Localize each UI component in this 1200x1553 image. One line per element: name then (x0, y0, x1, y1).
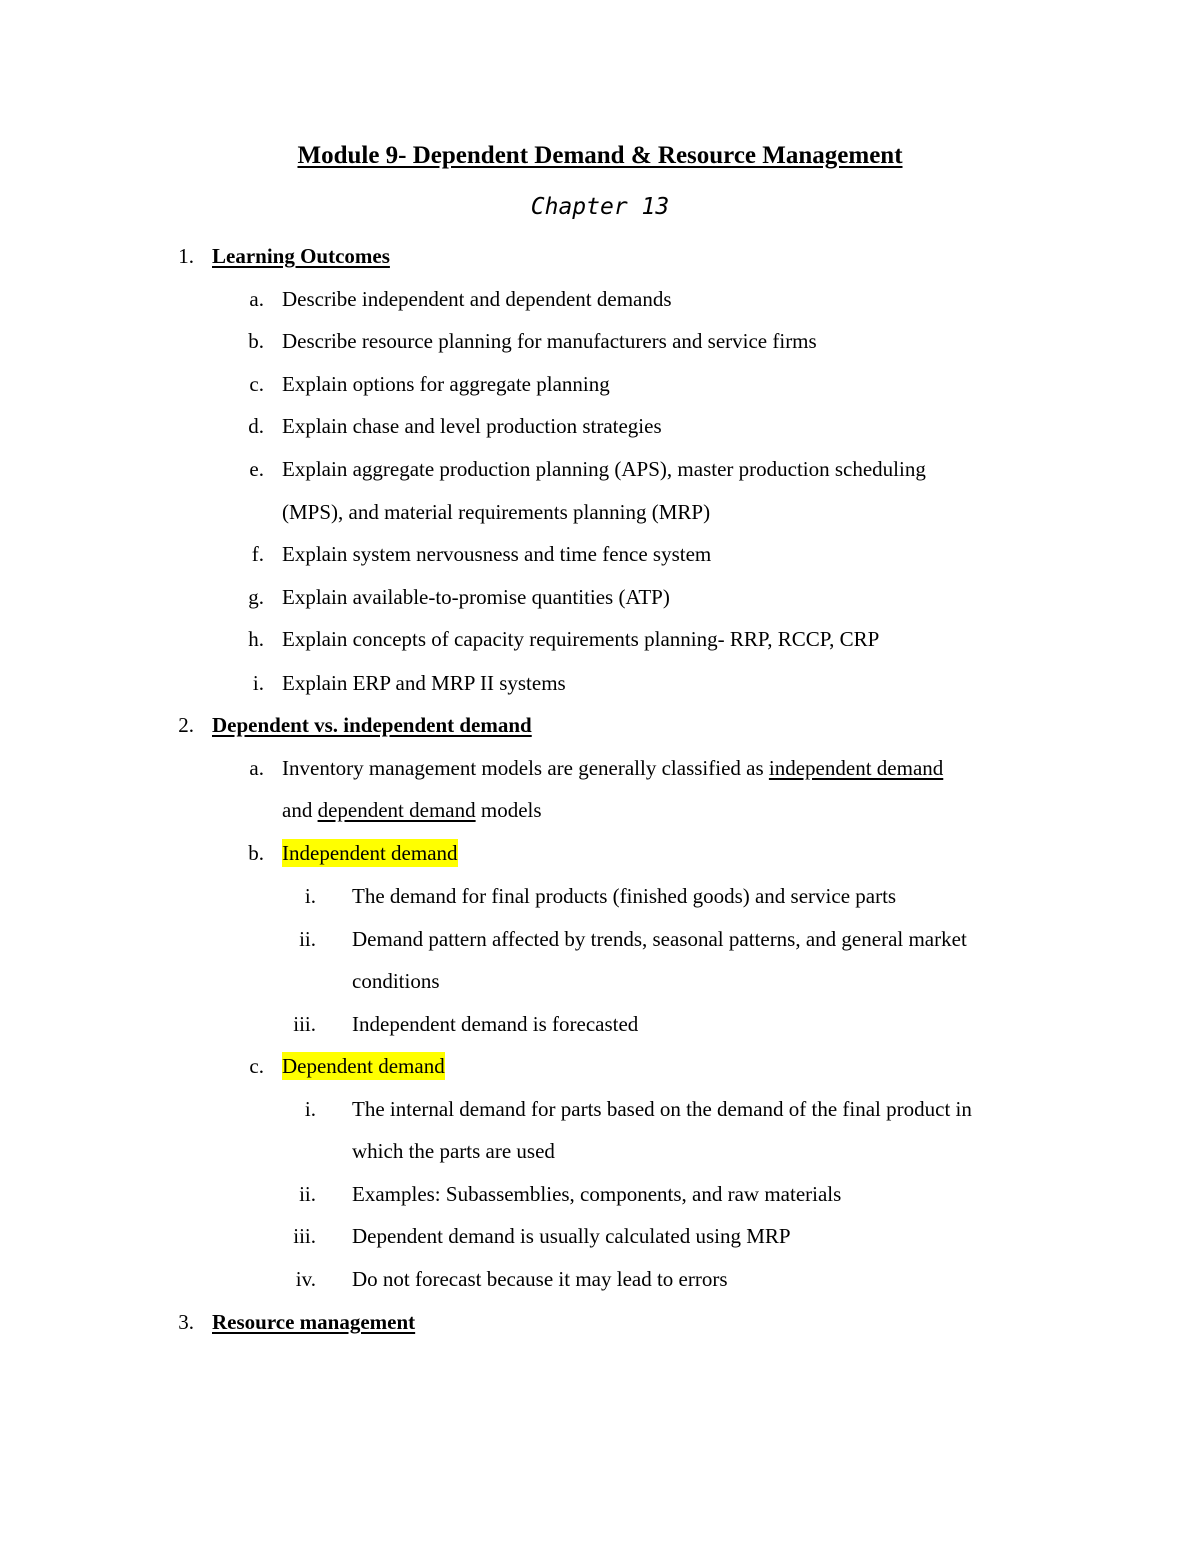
section-number: 3. (178, 1310, 194, 1334)
section-number: 2. (178, 713, 194, 737)
document-page: Module 9- Dependent Demand & Resource Management Chapter 13 1. Learning Outcomes a. Describe independent and dependent demands b. Describe resource planning for manufacturers and service firms c. Explain options for aggregate planning d. Explain chase and level production strategies e. Explain aggregate production planning (APS), master production scheduling (MPS), and material requirements planning (MRP) f. Explain system nervousness and time fence system g. Explain available-to-promise quantities (ATP) h. Explain concepts of capacity requirements planning- RRP, RCCP, CRP i. Explain ERP and MRP II systems 2. Dependent vs. independent demand a. Inventory management models are generally classified as independent demand and dependent demand models b. Independent demand i. The demand for final products (finished goods) and service parts ii. Demand pattern affected by trends, seasonal patterns, and general market conditions iii. Independent demand is forecasted c. Dependent demand i. The internal demand for parts based on the demand of the final product in which the parts are used ii. Examples: Subassemblies, components, and raw materials iii. Dependent demand is usually calculated using MRP iv. Do not forecast because it may lead to errors 3. Resource management (0, 0, 1200, 1553)
term-dependent-demand: dependent demand (317, 798, 476, 822)
section-heading: Learning Outcomes (212, 244, 390, 268)
section-heading: Dependent vs. independent demand (212, 713, 532, 737)
document-title: Module 9- Dependent Demand & Resource Management (297, 142, 903, 169)
term-independent-demand: independent demand (768, 756, 944, 780)
document-subtitle: Chapter 13 (530, 194, 670, 220)
highlighted-label: Independent demand (282, 841, 458, 865)
highlighted-label: Dependent demand (282, 1054, 445, 1078)
section-number: 1. (178, 244, 194, 268)
section-heading: Resource management (212, 1310, 416, 1334)
